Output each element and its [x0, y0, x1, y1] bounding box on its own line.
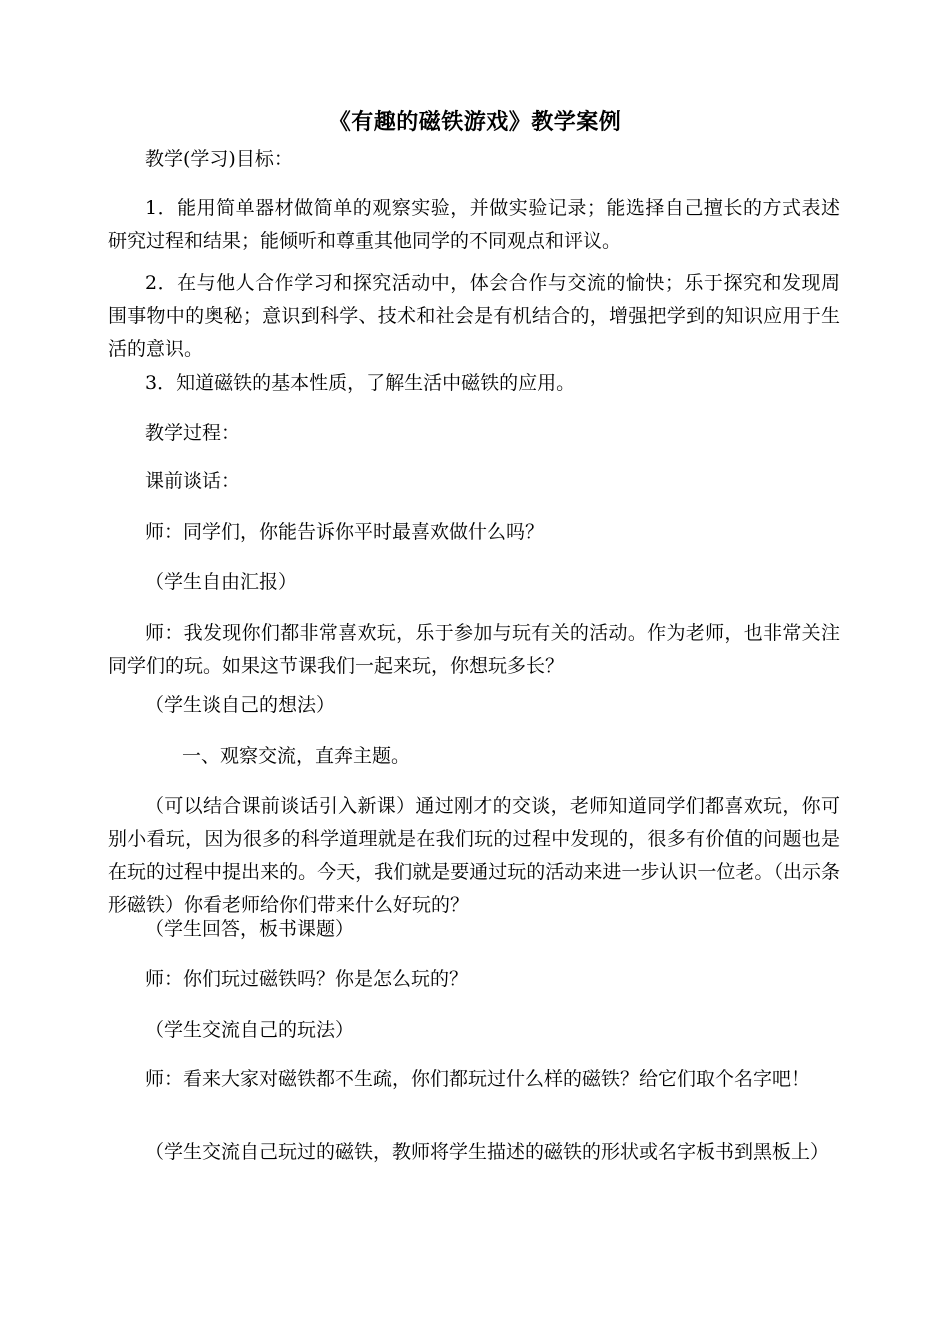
student-note: （学生谈自己的想法）: [145, 694, 336, 716]
objective-1: 1．能用简单器材做简单的观察实验，并做实验记录；能选择自己擅长的方式表述研究过程和结果；能倾听和尊重其他同学的不同观点和评议。: [108, 197, 840, 252]
intro-paragraph: （可以结合课前谈话引入新课）通过刚才的交谈，老师知道同学们都喜欢玩，你可别小看玩，因为很多的科学道理就是在我们玩的过程中发现的，很多有价值的问题也是在玩的过程中提出来的。今天，我们就是要通过玩的活动来进一步认识一位老。（出示条形磁铁）你看老师给你们带来什么好玩的？: [108, 795, 840, 916]
objectives-heading: 教学(学习)目标：: [145, 148, 293, 170]
teacher-line: 师：看来大家对磁铁都不生疏，你们都玩过什么样的磁铁？给它们取个名字吧！: [145, 1068, 811, 1090]
objective-2: 2．在与他人合作学习和探究活动中，体会合作与交流的愉快；乐于探究和发现周围事物中的奥秘；意识到科学、技术和社会是有机结合的，增强把学到的知识应用于生活的意识。: [108, 272, 840, 360]
pre-class-talk-heading: 课前谈话：: [145, 470, 241, 492]
section-heading: 一、观察交流，直奔主题。: [182, 745, 411, 767]
student-note: （学生交流自己的玩法）: [145, 1019, 355, 1041]
document-title: 《有趣的磁铁游戏》教学案例: [328, 110, 622, 135]
process-heading: 教学过程：: [145, 422, 241, 444]
student-note: （学生回答，板书课题）: [145, 918, 355, 940]
teacher-line: 师：你们玩过磁铁吗？你是怎么玩的？: [145, 968, 469, 990]
teacher-line: 师：我发现你们都非常喜欢玩，乐于参加与玩有关的活动。作为老师，也非常关注同学们的玩。如果这节课我们一起来玩，你想玩多长？: [108, 622, 840, 677]
objective-3: 3．知道磁铁的基本性质，了解生活中磁铁的应用。: [145, 372, 576, 394]
student-note: （学生交流自己玩过的磁铁，教师将学生描述的磁铁的形状或名字板书到黑板上）: [145, 1141, 830, 1163]
student-note: （学生自由汇报）: [145, 571, 298, 593]
teacher-line: 师：同学们，你能告诉你平时最喜欢做什么吗？: [145, 521, 545, 543]
